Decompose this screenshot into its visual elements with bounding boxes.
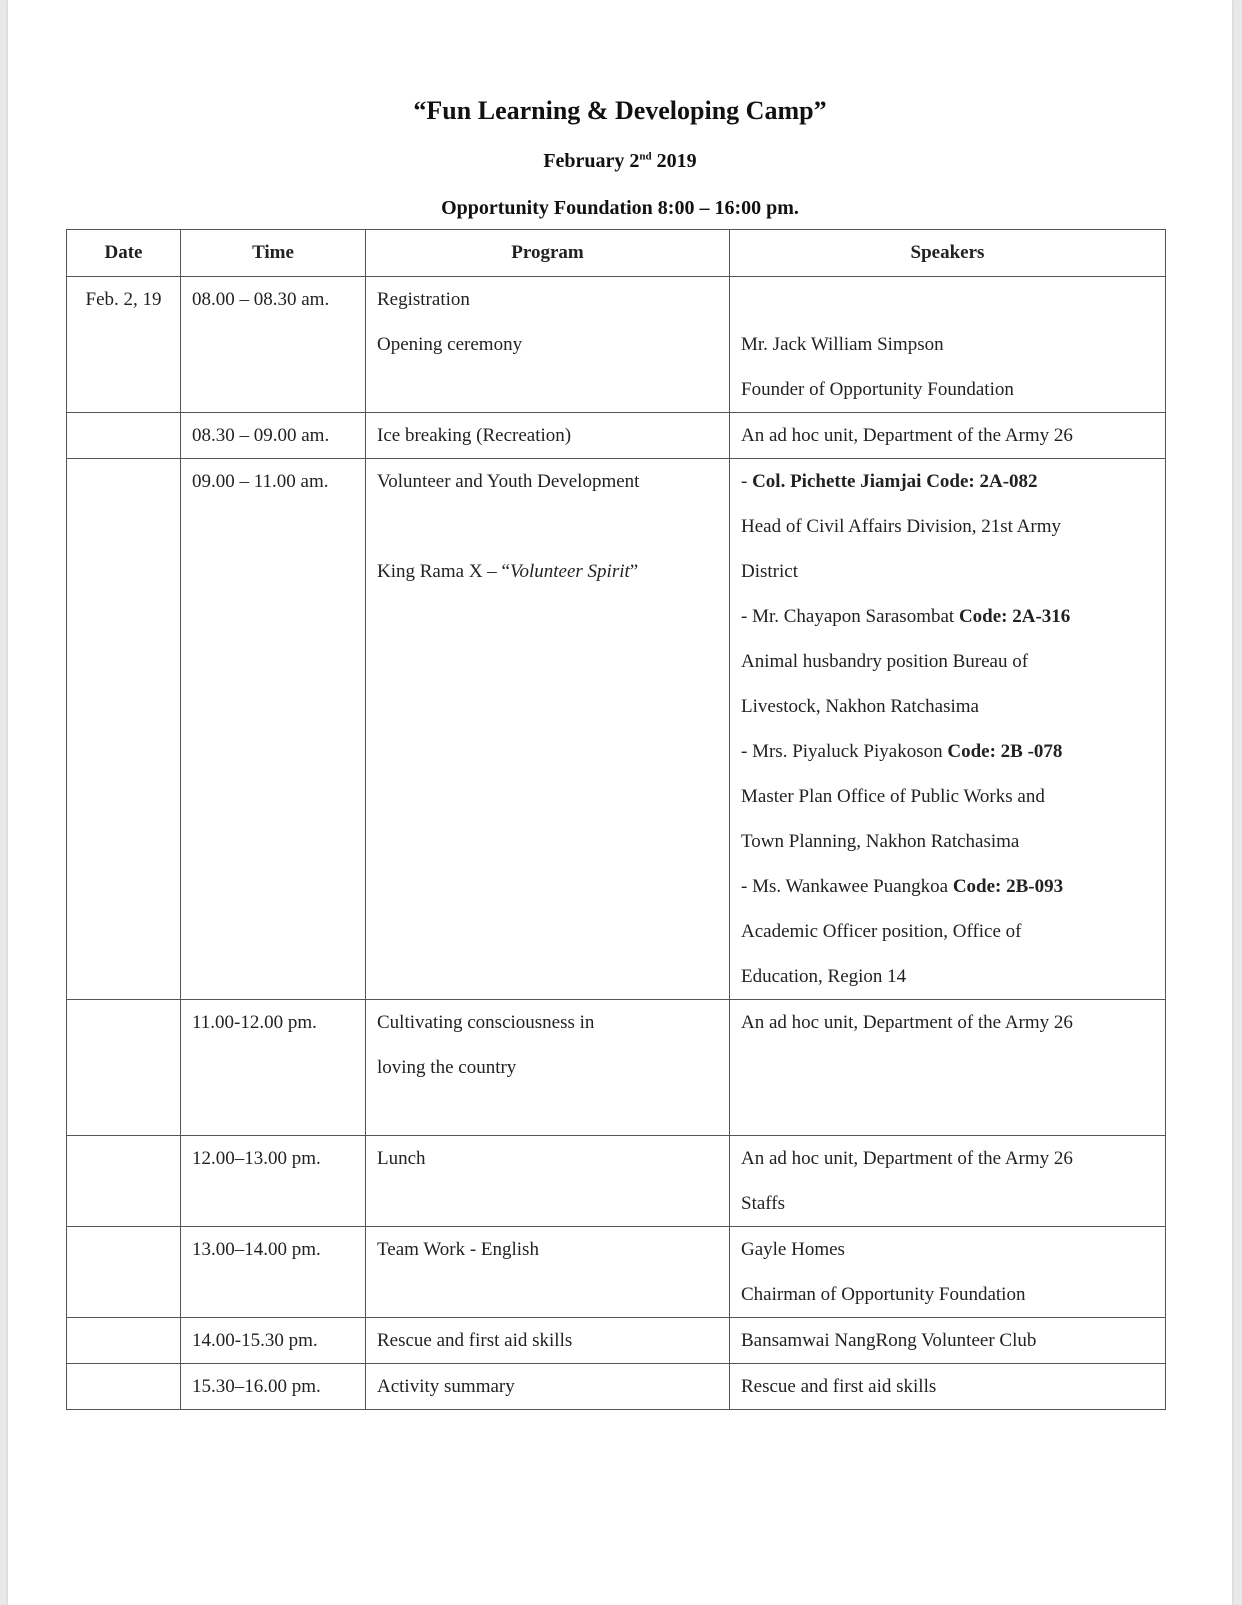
program-cell	[366, 459, 730, 1000]
speakers-cell	[730, 277, 1166, 413]
cell-line: Gayle Homes	[741, 1239, 845, 1260]
document-title: “Fun Learning & Developing Camp”	[413, 96, 827, 125]
table-row	[67, 1000, 1166, 1136]
table-row	[67, 1364, 1166, 1410]
cell-line: Animal husbandry position Bureau of	[741, 651, 1029, 672]
cell-line	[741, 277, 1154, 322]
speaker-line	[741, 594, 1154, 639]
cell-line: loving the country	[377, 1057, 517, 1078]
date-cell	[67, 1364, 181, 1410]
table-row	[67, 1227, 1166, 1318]
cell-line: Activity summary	[377, 1376, 515, 1397]
cell-line: Bansamwai NangRong Volunteer Club	[741, 1330, 1037, 1351]
speaker-name: - Mr. Chayapon Sarasombat	[741, 606, 959, 627]
cell-line	[78, 1136, 169, 1181]
speakers-cell	[730, 1364, 1166, 1410]
cell-line: Volunteer and Youth Development	[377, 471, 640, 492]
cell-line: Head of Civil Affairs Division, 21st Army	[741, 516, 1061, 537]
cell-line: 08.30 – 09.00 am.	[192, 425, 330, 446]
event-date-year: 2019	[651, 150, 697, 172]
cell-line: 15.30–16.00 pm.	[192, 1376, 321, 1397]
cell-line	[78, 1364, 169, 1409]
column-header-program: Program	[366, 230, 730, 277]
table-header-row	[67, 230, 1166, 277]
column-header-speakers: Speakers	[730, 230, 1166, 277]
speaker-name: - Mrs. Piyaluck Piyakoson	[741, 741, 948, 762]
cell-line	[78, 1227, 169, 1272]
cell-line: Master Plan Office of Public Works and	[741, 786, 1045, 807]
date-cell	[67, 277, 181, 413]
cell-line: An ad hoc unit, Department of the Army 26	[741, 425, 1073, 446]
program-cell	[366, 1227, 730, 1318]
cell-line: 13.00–14.00 pm.	[192, 1239, 321, 1260]
cell-line: District	[741, 561, 798, 582]
cell-line: Team Work - English	[377, 1239, 539, 1260]
cell-line: Registration	[377, 289, 470, 310]
speaker-code: Code: 2B-093	[952, 876, 1064, 897]
time-cell	[181, 1364, 366, 1410]
time-cell	[181, 1227, 366, 1318]
program-cell	[366, 1364, 730, 1410]
program-text: ”	[629, 561, 639, 582]
column-header-date: Date	[67, 230, 181, 277]
cell-line: 12.00–13.00 pm.	[192, 1148, 321, 1169]
cell-line: An ad hoc unit, Department of the Army 26	[741, 1012, 1073, 1033]
cell-line: Opening ceremony	[377, 334, 523, 355]
cell-line: 14.00-15.30 pm.	[192, 1330, 318, 1351]
cell-line	[78, 1318, 169, 1363]
cell-line: Founder of Opportunity Foundation	[741, 379, 1014, 400]
time-cell	[181, 413, 366, 459]
time-cell	[181, 1136, 366, 1227]
event-date-suffix-ordinal: nd	[639, 150, 652, 163]
cell-line: 09.00 – 11.00 am.	[192, 471, 329, 492]
column-header-time: Time	[181, 230, 366, 277]
cell-line: Education, Region 14	[741, 966, 907, 987]
date-cell	[67, 459, 181, 1000]
speaker-line	[741, 459, 1154, 504]
table-row	[67, 1136, 1166, 1227]
cell-line	[377, 1090, 718, 1135]
time-cell	[181, 277, 366, 413]
speaker-line	[741, 864, 1154, 909]
date-cell	[67, 413, 181, 459]
speakers-cell	[730, 1000, 1166, 1136]
table-row	[67, 459, 1166, 1000]
cell-line	[78, 413, 169, 458]
speaker-code: Col. Pichette Jiamjai Code: 2A-082	[752, 471, 1038, 492]
table-row	[67, 413, 1166, 459]
cell-line: Rescue and first aid skills	[377, 1330, 573, 1351]
speaker-line	[741, 729, 1154, 774]
document-page	[8, 0, 1232, 1605]
cell-line: Academic Officer position, Office of	[741, 921, 1022, 942]
cell-line: Cultivating consciousness in	[377, 1012, 595, 1033]
table-row	[67, 1318, 1166, 1364]
program-cell	[366, 277, 730, 413]
program-cell	[366, 1000, 730, 1136]
date-cell	[67, 1318, 181, 1364]
schedule-table	[66, 229, 1166, 1410]
speaker-code: Code: 2B -078	[947, 741, 1063, 762]
program-cell	[366, 413, 730, 459]
cell-line: Chairman of Opportunity Foundation	[741, 1284, 1026, 1305]
event-date	[8, 150, 1232, 173]
date-cell	[67, 1000, 181, 1136]
cell-line: Ice breaking (Recreation)	[377, 425, 572, 446]
program-cell	[366, 1318, 730, 1364]
time-cell	[181, 1000, 366, 1136]
cell-line: Rescue and first aid skills	[741, 1376, 937, 1397]
cell-line: Town Planning, Nakhon Ratchasima	[741, 831, 1020, 852]
cell-line: An ad hoc unit, Department of the Army 26	[741, 1148, 1073, 1169]
cell-line: 08.00 – 08.30 am.	[192, 289, 330, 310]
table-row	[67, 277, 1166, 413]
speakers-cell	[730, 459, 1166, 1000]
speakers-cell	[730, 413, 1166, 459]
cell-line	[78, 459, 169, 504]
cell-line: 11.00-12.00 pm.	[192, 1012, 317, 1033]
program-italic-text: Volunteer Spirit	[509, 561, 630, 582]
cell-line: Livestock, Nakhon Ratchasima	[741, 696, 979, 717]
cell-line: Mr. Jack William Simpson	[741, 334, 944, 355]
cell-line	[377, 504, 718, 549]
speaker-name: - Ms. Wankawee Puangkoa	[741, 876, 953, 897]
speakers-cell	[730, 1136, 1166, 1227]
speakers-cell	[730, 1227, 1166, 1318]
cell-line: Lunch	[377, 1148, 426, 1169]
speaker-code: Code: 2A-316	[958, 606, 1071, 627]
event-venue: Opportunity Foundation 8:00 – 16:00 pm.	[441, 197, 799, 219]
cell-line: Feb. 2, 19	[85, 289, 162, 310]
speakers-cell	[730, 1318, 1166, 1364]
date-cell	[67, 1136, 181, 1227]
time-cell	[181, 459, 366, 1000]
date-cell	[67, 1227, 181, 1318]
event-date-prefix: February 2	[543, 150, 640, 172]
cell-line	[377, 549, 718, 594]
time-cell	[181, 1318, 366, 1364]
program-cell	[366, 1136, 730, 1227]
program-text: King Rama X – “	[377, 561, 510, 582]
cell-line	[78, 1000, 169, 1045]
cell-line: Staffs	[741, 1193, 785, 1214]
speaker-name: -	[741, 471, 753, 492]
